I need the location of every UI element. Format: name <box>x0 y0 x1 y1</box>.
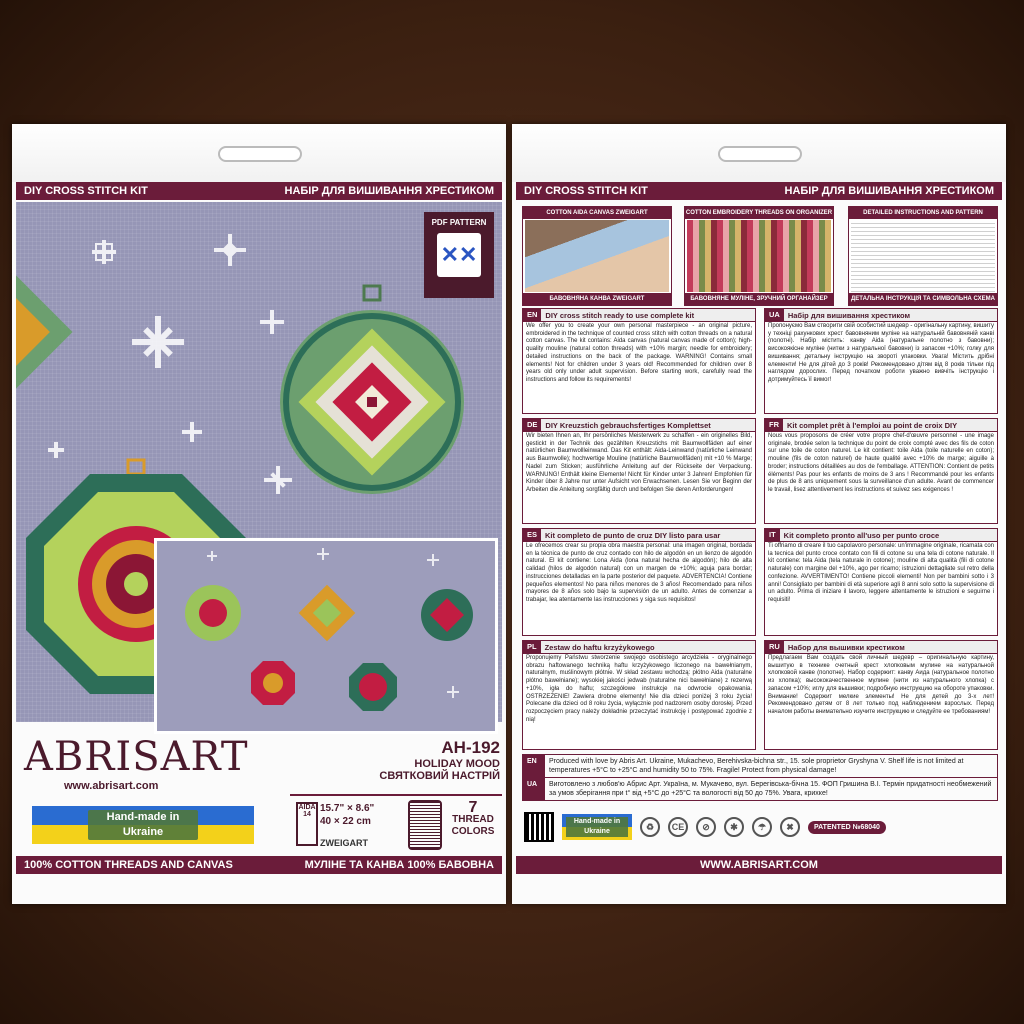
footer-en: 100% COTTON THREADS AND CANVAS <box>24 859 233 871</box>
size-inches: 15.7" × 8.6" <box>320 803 375 814</box>
article-number: AH-192 <box>441 738 500 757</box>
lang-code: IT <box>765 529 780 541</box>
lang-title: Kit completo de punto de cruz DIY listo para usar <box>545 530 721 540</box>
photo-caption-top: DETAILED INSTRUCTIONS AND PATTERN <box>849 207 997 219</box>
snowflake <box>260 310 284 334</box>
lang-de <box>522 418 756 524</box>
snowflake <box>432 554 434 566</box>
producer-ua <box>523 778 997 800</box>
lang-title: DIY Kreuzstich gebrauchsfertiges Komplettset <box>545 420 711 430</box>
lang-code: DE <box>523 419 541 431</box>
ornament-partial-left <box>16 275 73 388</box>
full-pattern-preview <box>154 538 498 734</box>
spec-block <box>290 794 502 860</box>
hanger <box>12 124 506 182</box>
photo-caption-bottom: ДЕТАЛЬНА ІНСТРУКЦІЯ ТА СИМВОЛЬНА СХЕМА <box>849 293 997 305</box>
snowflake <box>48 442 64 458</box>
snowflake <box>322 548 324 560</box>
lang-it <box>764 528 998 636</box>
lang-en <box>522 308 756 414</box>
kit-title-en: DIY CROSS STITCH KIT <box>24 185 148 197</box>
photo-instructions <box>848 206 998 306</box>
lang-pl <box>522 640 756 750</box>
lang-ua <box>764 308 998 414</box>
producer-text: Produced with love by Abris Art. Ukraine, Mukachevo, Berehivska-bichna str., 15. sole proprietor Gryshyna V. Shelf life is not limited at temperatures +5°C to +25°C and humidity 50 to 75%. Fragile! Protect from physical damage! <box>549 758 964 774</box>
ornament-large <box>280 286 464 494</box>
snowflake <box>264 466 292 494</box>
thread-label: THREAD COLORS <box>451 814 495 837</box>
photo-threads <box>684 206 834 306</box>
header-band <box>16 182 502 200</box>
patented-badge: PATENTED №68040 <box>808 821 886 834</box>
lang-code: FR <box>765 419 783 431</box>
snowflake <box>132 316 184 368</box>
photo-caption-top: COTTON AIDA CANVAS ZWEIGART <box>523 207 671 219</box>
brand-url: www.abrisart.com <box>64 780 159 792</box>
mini-ornament-5 <box>349 663 397 711</box>
umbrella-icon: ☂ <box>752 817 772 837</box>
lang-title: Kit completo pronto all'uso per punto croce <box>783 530 940 540</box>
lang-code: UA <box>765 309 784 321</box>
mini-ornament-4 <box>251 661 295 705</box>
lang-es <box>522 528 756 636</box>
snowflake <box>211 551 213 561</box>
package-front <box>12 124 506 904</box>
aida-count: AIDA 14 <box>296 802 318 846</box>
footer-band <box>516 856 1002 874</box>
snowflake <box>92 240 116 264</box>
kit-contents-photos <box>522 206 998 306</box>
mini-ornament-1 <box>185 585 241 641</box>
kit-title-en: DIY CROSS STITCH KIT <box>524 185 648 197</box>
lang-body: Пропонуємо Вам створити свій особистий шедевр - оригінальну картину, вишиту у техніці рахункових хрест бавовняним мулiне на натуральній бавовняній канві (полотні). Набір містить: канву Aida (натуральне полотно з бавовни); високоякісне муліне (нитки з натуральної бавовни) із запасом +10%; голку для вишивання; детальну інструкцію на звороті упаковки. Увага! Містить дрібні елементи! Не для дітей до 3 років! Рекомендовано дітям від 8 років тільки під наглядом дорослих. Перед початком роботи уважно вивчіть інструкцію і дотримуйтесь її вимог! <box>768 323 994 383</box>
thread-colors <box>444 799 502 838</box>
lang-code: RU <box>765 641 784 653</box>
lang-body: We offer you to create your own personal masterpiece - an original picture, embroidered in the technique of counted cross stitch with cotton threads on a natural cotton canvas. The kit contains: Aida canvas (natural canvas made of cotton); high-quality mouline (natural cotton threads) with +10% margin; needle for embroidery; detailed instructions on the back of the package. WARNING! Contains small elements! Not for children under 3 years old! Recommended for children over 8 years old only under adult supervision. Before starting work, carefully read the instructions and follow its requirements! <box>526 323 752 383</box>
hang-hole <box>218 146 302 162</box>
lang-title: Набір для вишивання хрестиком <box>787 310 911 320</box>
no-children-icon: ⊘ <box>696 817 716 837</box>
lang-body: Proponujemy Państwu stworzenie swojego osobistego arcydzieła - oryginalnego obrazu haftowanego techniką haftu krzyżykowego liczonego na bawełnianym, naturalnym, muślinowym płótnie. W skład zestawu wchodzą: płótno Aida (naturalne płótno bawełniane); wysokiej jakości jedwab (naturalne nici bawełniane) z rezerwą +10%, igła do haftu; szczegółowe instrukcje na odwrocie opakowania. OSTRZEŻENIE! Zawiera drobne elementy! Nie dla dzieci poniżej 3 roku życia! Polecane dla dzieci od 8 roku życia, wyłącznie pod nadzorem osoby dorosłej. Przed rozpoczęciem pracy należy dokładnie przeczytać instrukcję i postępować zgodnie z nią! <box>526 655 752 723</box>
hanger <box>512 124 1006 182</box>
qr-code-icon <box>524 812 554 842</box>
photo-caption-bottom: БАВОВНЯНЕ МУЛІНЕ, ЗРУЧНИЙ ОРГАНАЙЗЕР <box>685 293 833 305</box>
lang-title: Zestaw do haftu krzyżykowego <box>544 642 655 652</box>
handmade-badge <box>562 814 632 840</box>
producer-text: Виготовлено з любов'ю Абрис Арт. Україна, м. Мукачево, вул. Берегівська-бічна 15. ФОП Гришина В.І. Термін придатності необмежений за умов зберігання при t° від +5°С до +25°С та вологості від 50 до 75%. Увага, крихке! <box>549 781 992 797</box>
mini-ornament-2 <box>299 585 356 642</box>
producer-en <box>523 755 997 778</box>
header-band <box>516 182 1002 200</box>
lang-body: Wir bieten Ihnen an, Ihr persönliches Meisterwerk zu schaffen - ein originelles Bild, gestickt in der Technik des gezählten Kreuzstichs mit Baumwollfäden auf einer natürlichen Baumwollleinwand. Das Kit enthält: Aida-Leinwand (natürliche Leinwand aus Baumwolle); hochwertige Mouline (natürliche Baumwollfäden) mit +10 % Marge; Nadel zum Sticken; ausführliche Anleitung auf der Rückseite der Verpackung. WARNUNG! Enthält kleine Elemente! Nicht für Kinder unter 3 Jahren! Empfohlen für Kinder über 8 Jahre nur unter Aufsicht von Erwachsenen. Lesen Sie vor Beginn der Arbeiten die Anleitung sorgfältig durch und befolgen Sie deren Anforderungen! <box>526 433 752 493</box>
kit-title-ua: НАБІР ДЛЯ ВИШИВАННЯ ХРЕСТИКОМ <box>284 185 494 197</box>
handmade-text: Hand-made in Ukraine <box>566 817 628 837</box>
cross-stitch-icon: ✕✕ <box>437 233 481 277</box>
spool-icon <box>408 800 442 850</box>
lang-code: ES <box>523 529 541 541</box>
pdf-pattern-label: PDF PATTERN <box>431 218 487 227</box>
size-cm: 40 × 22 cm <box>320 816 371 827</box>
zweigart-logo: ZWEIGART <box>320 838 368 848</box>
photo-caption-bottom: БАВОВНЯНА КАНВА ZWEIGART <box>523 293 671 305</box>
recycle-icon: ♻ <box>640 817 660 837</box>
producer-info <box>522 754 998 801</box>
website-url: WWW.ABRISART.COM <box>700 859 818 871</box>
photo-caption-top: COTTON EMBROIDERY THREADS ON ORGANIZER <box>685 207 833 219</box>
lang-body: Ti offriamo di creare il tuo capolavoro personale: un'immagine originale, ricamata con la tecnica del punto croce contato con fili di cotone su una tela di cotone naturale. Il kit contiene: tela Aida (tela naturale in cotone); mouline di alta qualità (fili di cotone naturale) con margine del +10%, ago per ricamo; istruzioni dettagliate sul retro della confezione. AVVERTIMENTO! Contiene piccoli elementi! Non per bambini sotto i 3 anni! Consigliato per bambini di età superiore agli 8 anni solo sotto la supervisione di un adulto. Prima di iniziare il lavoro, leggere attentamente le istruzioni e seguirne i requisiti! <box>768 543 994 603</box>
ce-mark-icon: CE <box>668 817 688 837</box>
lang-title: Kit complet prêt à l'emploi au point de croix DIY <box>787 420 958 430</box>
snowflake <box>452 686 454 698</box>
certification-icons <box>524 812 994 842</box>
lang-body: Предлагаем Вам создать свой личный шедевр – оригинальную картину, вышитую в технике счетный крест хлопковым мулине на натуральной хлопковой канве (полотне). Набор содержит: канву Аида (натуральное полотно из хлопка); высококачественное мулине (нити из натурального хлопка) с запасом +10%; иглу для вышивки; подробную инструкцию на обороте упаковки. Внимание! Содержит мелкие элементы! Не для детей до 3-х лет! Рекомендовано детям от 8 лет только под наблюдением взрослых. Перед началом работы внимательно изучите инструкцию и следуйте ее требованиям! <box>768 655 994 715</box>
lang-fr <box>764 418 998 524</box>
pdf-pattern-badge <box>424 212 494 298</box>
dimensions <box>320 802 374 828</box>
snowflake <box>214 234 246 266</box>
bulb-icon: ✱ <box>724 817 744 837</box>
article-block <box>300 738 500 782</box>
lang-title: DIY cross stitch ready to use complete kit <box>545 310 695 320</box>
lang-code: EN <box>523 755 545 777</box>
lang-title: Набор для вышивки крестиком <box>787 642 905 652</box>
product-name-ua: СВЯТКОВИЙ НАСТРІЙ <box>379 770 500 782</box>
mini-ornament-3 <box>421 589 473 641</box>
lang-code: UA <box>523 778 545 800</box>
handmade-badge <box>32 806 254 844</box>
handmade-text: Hand-made in Ukraine <box>88 810 198 840</box>
brand-name: ABRISART <box>24 734 249 780</box>
product-name-en: HOLIDAY MOOD <box>414 758 500 770</box>
footer-band <box>16 856 502 874</box>
lang-code: EN <box>523 309 541 321</box>
trash-icon: ✖ <box>780 817 800 837</box>
hang-hole <box>718 146 802 162</box>
inset-svg <box>157 541 495 731</box>
lang-code: PL <box>523 641 541 653</box>
package-back <box>512 124 1006 904</box>
lang-body: Nous vous proposons de créer votre propre chef-d'œuvre personnel - une image originale, brodée selon la technique du point de croix compté avec des fils de coton sur une toile de coton naturel. Le kit contient: toile Aida (toile naturelle en coton); mouline (fils de coton naturel) de haute qualité avec +10% de marge; aiguille à broder; instructions détaillées au dos de l'emballage. ATTENTION: Contient de petits éléments! Pas pour les enfants de moins de 3 ans ! Recommandé pour les enfants de plus de 8 ans uniquement sous la surveillance d'un adulte. Avant de commencer le travail, lisez attentivement les instructions et suivez ses exigences ! <box>768 433 994 493</box>
lang-body: Le ofrecemos crear su propia obra maestra personal: una imagen original, bordada en la técnica de punto de cruz contado con hilo de algodón en un lienzo de algodón natural. El kit contiene: Lona Aida (lona natural hecha de algodón); hilo de alta calidad (hilos de algodón natural) con un margen de +10%; aguja para bordar; instrucciones detalladas en la parte posterior del paquete. ADVERTENCIA! Contiene pequeños elementos! No para niños menores de 3 años! Recomendado para niños mayores de 8 años solo bajo la supervisión de un adulto. Antes de comenzar a trabajar, lea atentamente las instrucciones y siga sus requisitos! <box>526 543 752 603</box>
photo-canvas <box>522 206 672 306</box>
kit-title-ua: НАБІР ДЛЯ ВИШИВАННЯ ХРЕСТИКОМ <box>784 185 994 197</box>
thread-count: 7 <box>468 799 478 816</box>
snowflake <box>182 422 202 442</box>
lang-ru <box>764 640 998 750</box>
footer-ua: МУЛІНЕ ТА КАНВА 100% БАВОВНА <box>304 859 494 871</box>
